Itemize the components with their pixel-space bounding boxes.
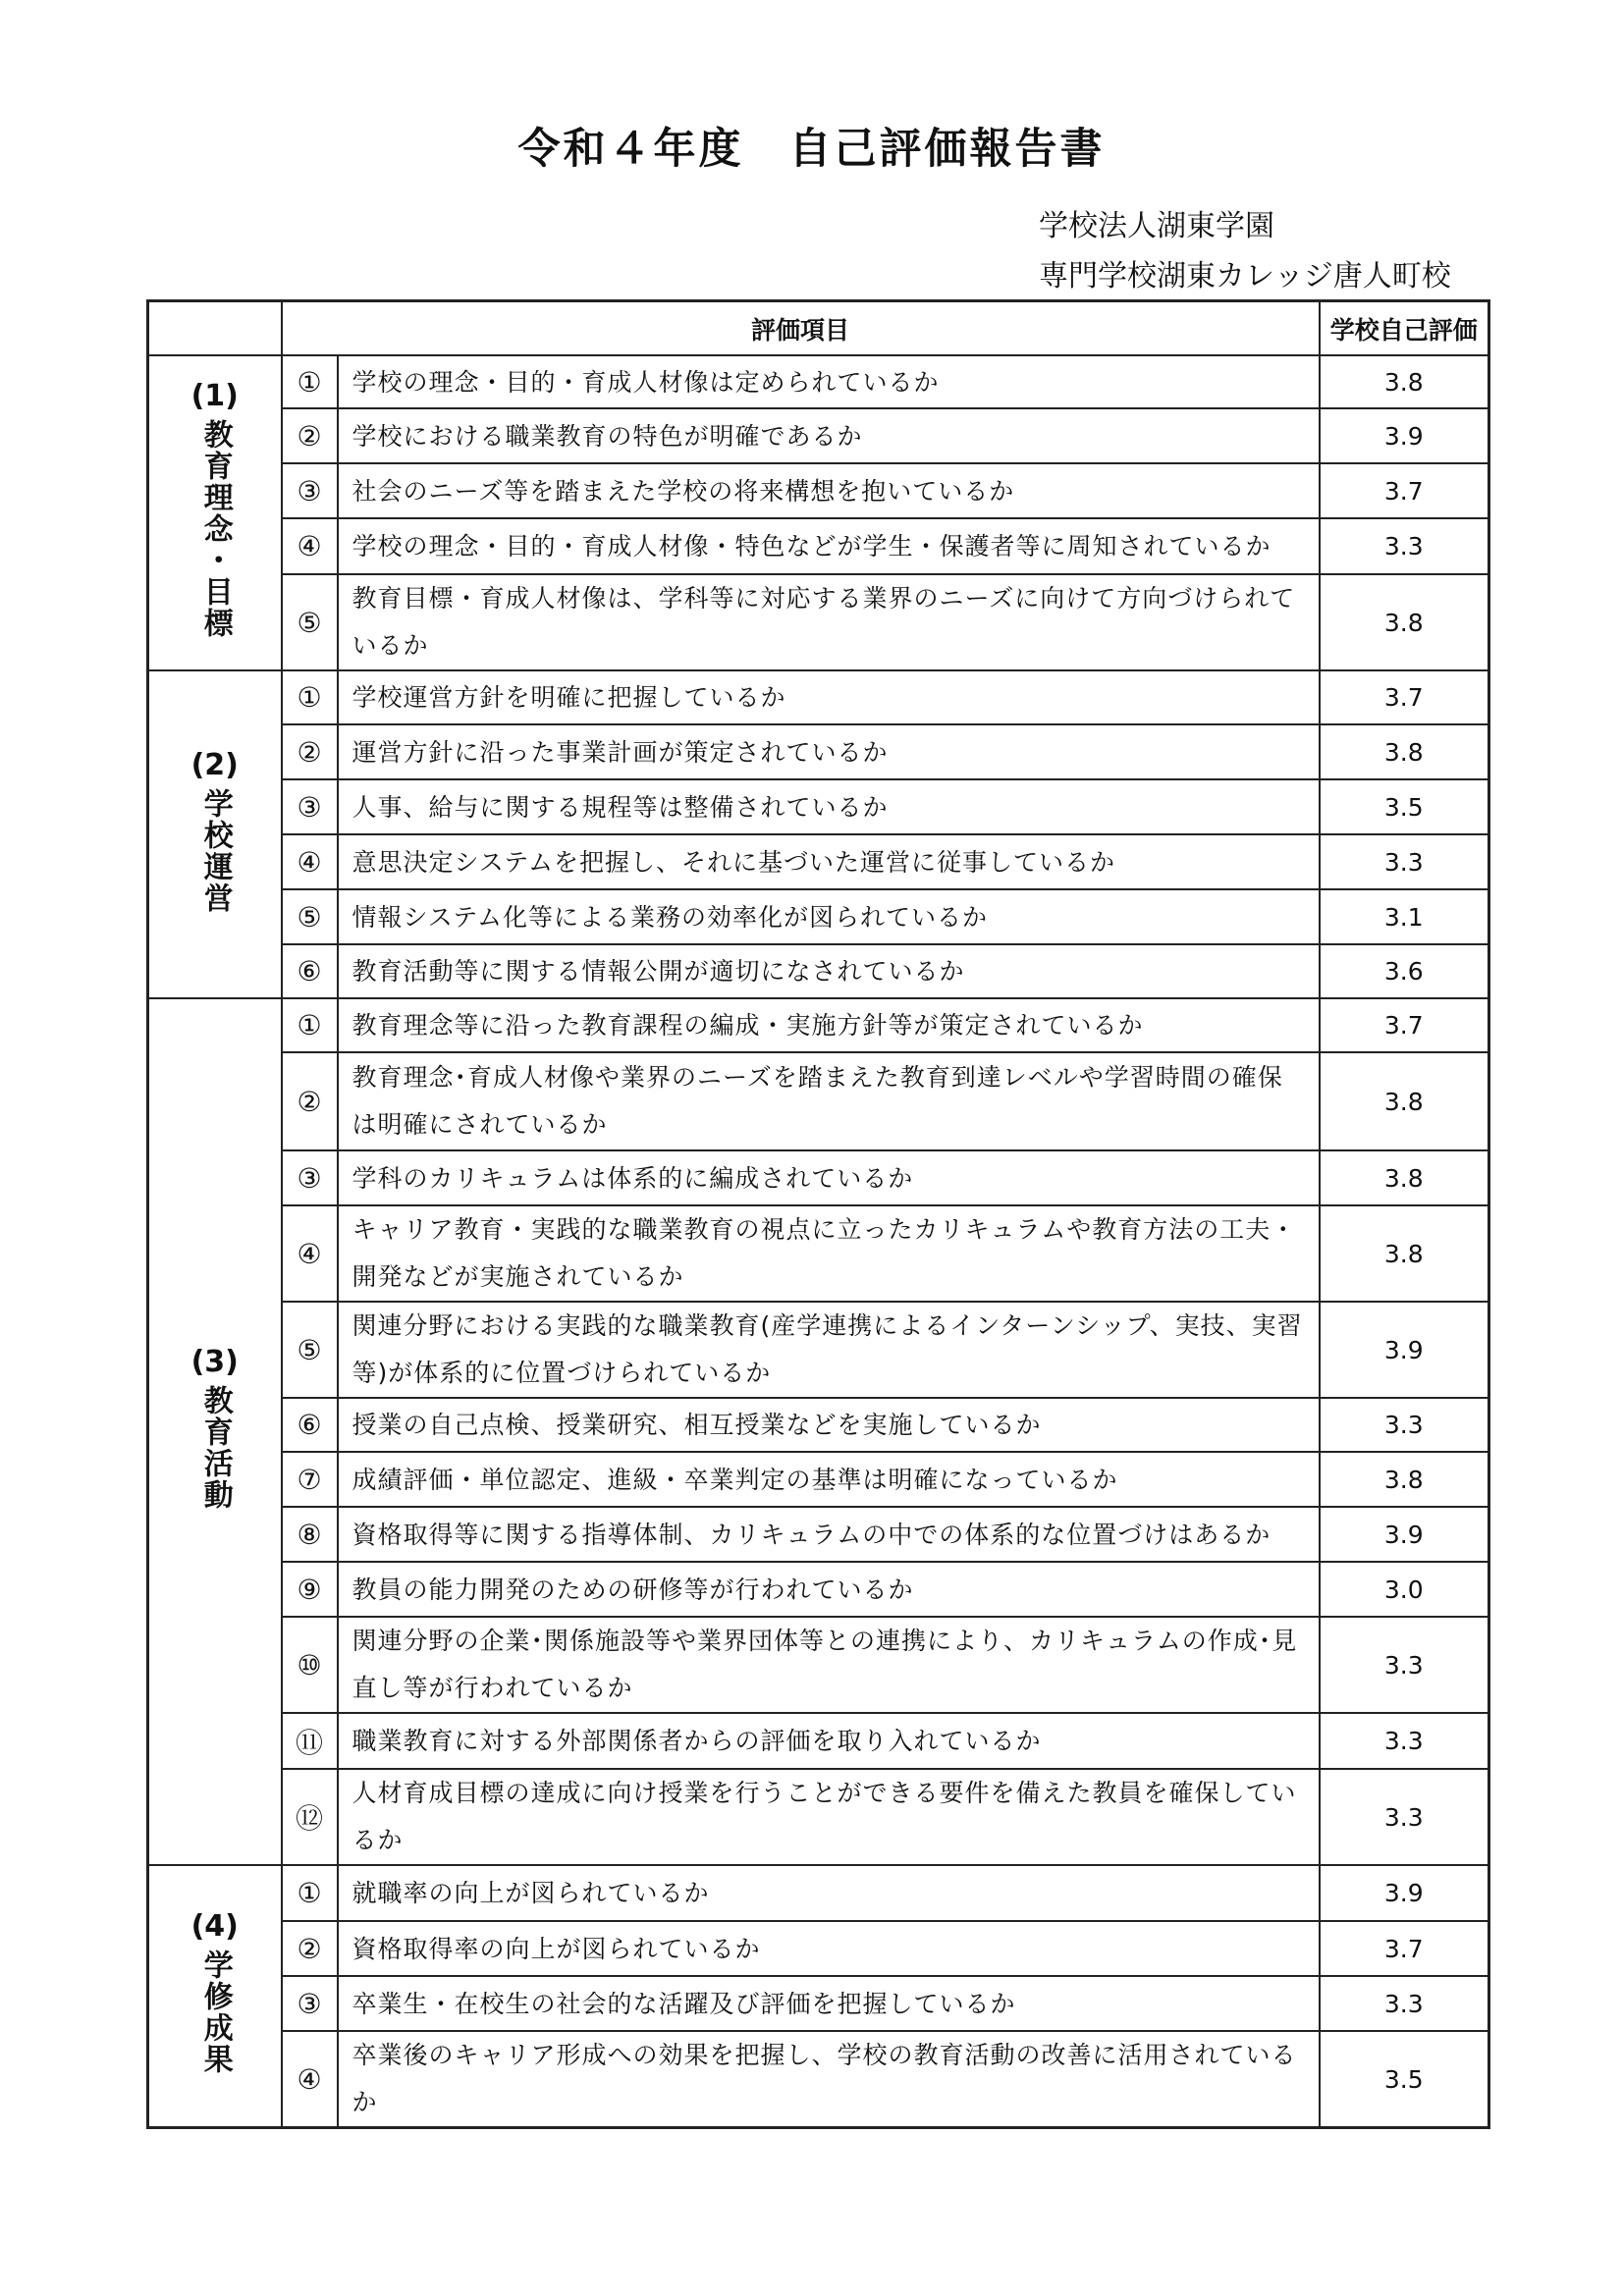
item-score: 3.3 — [1320, 1398, 1489, 1452]
item-text: 教育目標・育成人材像は、学科等に対応する業界のニーズに向けて方向づけられているか — [338, 574, 1320, 670]
item-text: 関連分野における実践的な職業教育(産学連携によるインターンシップ、実技、実習等)が体系的に位置づけられているか — [338, 1302, 1320, 1398]
table-row — [148, 889, 1489, 944]
item-number: ⑧ — [282, 1507, 338, 1562]
item-number: ① — [282, 1865, 338, 1921]
item-score: 3.9 — [1320, 1865, 1489, 1921]
item-number: ② — [282, 1921, 338, 1976]
category-number: (2) — [190, 747, 239, 782]
category-number: (3) — [190, 1345, 239, 1379]
category-name: 学校運営 — [197, 787, 233, 914]
item-text: 卒業後のキャリア形成への効果を把握し、学校の教育活動の改善に活用されているか — [338, 2031, 1320, 2128]
table-row — [148, 779, 1489, 834]
item-score: 3.3 — [1320, 834, 1489, 889]
category-cell — [148, 670, 282, 998]
table-row — [148, 944, 1489, 998]
table-row — [148, 1617, 1489, 1713]
item-score: 3.9 — [1320, 408, 1489, 463]
organization-name: 学校法人湖東学園 — [1039, 209, 1274, 243]
item-score: 3.9 — [1320, 1507, 1489, 1562]
item-text: 学校の理念・目的・育成人材像・特色などが学生・保護者等に周知されているか — [338, 518, 1320, 574]
item-number: ③ — [282, 1150, 338, 1205]
item-number: ④ — [282, 834, 338, 889]
item-number: ① — [282, 670, 338, 724]
table-row — [148, 408, 1489, 463]
item-score: 3.8 — [1320, 1150, 1489, 1205]
evaluation-table — [146, 299, 1490, 2129]
category-number: (1) — [190, 379, 239, 413]
table-row — [148, 724, 1489, 779]
item-text: 人材育成目標の達成に向け授業を行うことができる要件を備えた教員を確保しているか — [338, 1769, 1320, 1865]
item-number: ⑥ — [282, 1398, 338, 1452]
item-text: キャリア教育・実践的な職業教育の視点に立ったカリキュラムや教育方法の工夫・開発などが実施されているか — [338, 1205, 1320, 1302]
table-row — [148, 1713, 1489, 1769]
item-text: 就職率の向上が図られているか — [338, 1865, 1320, 1921]
table-row — [148, 1507, 1489, 1562]
item-text: 関連分野の企業･関係施設等や業界団体等との連携により、カリキュラムの作成･見直し等が行われているか — [338, 1617, 1320, 1713]
category-cell — [148, 355, 282, 670]
item-text: 卒業生・在校生の社会的な活躍及び評価を把握しているか — [338, 1976, 1320, 2031]
item-text: 資格取得率の向上が図られているか — [338, 1921, 1320, 1976]
item-number: ⑥ — [282, 944, 338, 998]
item-number: ④ — [282, 2031, 338, 2128]
item-number: ③ — [282, 1976, 338, 2031]
table-row — [148, 2031, 1489, 2128]
table-row — [148, 670, 1489, 724]
school-name: 専門学校湖東カレッジ唐人町校 — [1039, 259, 1451, 294]
table-row — [148, 1052, 1489, 1150]
item-text: 学科のカリキュラムは体系的に編成されているか — [338, 1150, 1320, 1205]
table-row — [148, 355, 1489, 408]
item-score: 3.8 — [1320, 574, 1489, 670]
item-text: 学校における職業教育の特色が明確であるか — [338, 408, 1320, 463]
item-text: 情報システム化等による業務の効率化が図られているか — [338, 889, 1320, 944]
table-row — [148, 1205, 1489, 1302]
item-number: ⑤ — [282, 574, 338, 670]
item-text: 学校の理念・目的・育成人材像は定められているか — [338, 355, 1320, 408]
item-text: 意思決定システムを把握し、それに基づいた運営に従事しているか — [338, 834, 1320, 889]
table-row — [148, 998, 1489, 1052]
table-row — [148, 518, 1489, 574]
item-number: ⑤ — [282, 1302, 338, 1398]
item-number: ⑨ — [282, 1562, 338, 1617]
header-item: 評価項目 — [282, 301, 1320, 356]
item-number: ② — [282, 408, 338, 463]
item-score: 3.7 — [1320, 670, 1489, 724]
table-row — [148, 574, 1489, 670]
table-row — [148, 834, 1489, 889]
item-text: 学校運営方針を明確に把握しているか — [338, 670, 1320, 724]
item-text: 教育活動等に関する情報公開が適切になされているか — [338, 944, 1320, 998]
item-text: 職業教育に対する外部関係者からの評価を取り入れているか — [338, 1713, 1320, 1769]
table-row — [148, 1452, 1489, 1507]
item-score: 3.5 — [1320, 2031, 1489, 2128]
item-number: ⑩ — [282, 1617, 338, 1713]
item-score: 3.7 — [1320, 998, 1489, 1052]
item-number: ② — [282, 1052, 338, 1150]
item-score: 3.1 — [1320, 889, 1489, 944]
item-number: ① — [282, 998, 338, 1052]
table-row — [148, 463, 1489, 518]
item-score: 3.7 — [1320, 1921, 1489, 1976]
item-score: 3.3 — [1320, 1617, 1489, 1713]
header-blank — [148, 301, 282, 356]
item-text: 教員の能力開発のための研修等が行われているか — [338, 1562, 1320, 1617]
item-number: ③ — [282, 779, 338, 834]
item-score: 3.7 — [1320, 463, 1489, 518]
item-score: 3.3 — [1320, 518, 1489, 574]
category-name: 教育活動 — [197, 1385, 233, 1511]
header-score: 学校自己評価 — [1320, 301, 1489, 356]
item-score: 3.3 — [1320, 1713, 1489, 1769]
item-number: ⑫ — [282, 1769, 338, 1865]
item-text: 運営方針に沿った事業計画が策定されているか — [338, 724, 1320, 779]
item-text: 社会のニーズ等を踏まえた学校の将来構想を抱いているか — [338, 463, 1320, 518]
table-header-row — [148, 301, 1489, 356]
category-cell — [148, 998, 282, 1865]
item-score: 3.9 — [1320, 1302, 1489, 1398]
table-row — [148, 1976, 1489, 2031]
item-score: 3.8 — [1320, 1452, 1489, 1507]
category-cell — [148, 1865, 282, 2128]
category-number: (4) — [190, 1909, 239, 1944]
item-text: 人事、給与に関する規程等は整備されているか — [338, 779, 1320, 834]
item-text: 授業の自己点検、授業研究、相互授業などを実施しているか — [338, 1398, 1320, 1452]
item-number: ⑦ — [282, 1452, 338, 1507]
item-score: 3.8 — [1320, 1205, 1489, 1302]
category-name: 教育理念・目標 — [197, 419, 233, 639]
table-row — [148, 1398, 1489, 1452]
table-row — [148, 1302, 1489, 1398]
item-score: 3.6 — [1320, 944, 1489, 998]
item-score: 3.8 — [1320, 355, 1489, 408]
table-body — [148, 355, 1489, 2128]
table-row — [148, 1562, 1489, 1617]
item-score: 3.3 — [1320, 1769, 1489, 1865]
item-number: ④ — [282, 1205, 338, 1302]
item-number: ③ — [282, 463, 338, 518]
item-number: ⑪ — [282, 1713, 338, 1769]
page-title: 令和４年度 自己評価報告書 — [517, 125, 1106, 174]
item-number: ② — [282, 724, 338, 779]
item-score: 3.5 — [1320, 779, 1489, 834]
table-row — [148, 1865, 1489, 1921]
category-name: 学修成果 — [197, 1949, 233, 2075]
item-number: ⑤ — [282, 889, 338, 944]
item-score: 3.8 — [1320, 724, 1489, 779]
item-number: ④ — [282, 518, 338, 574]
item-text: 教育理念等に沿った教育課程の編成・実施方針等が策定されているか — [338, 998, 1320, 1052]
table-row — [148, 1921, 1489, 1976]
item-text: 教育理念･育成人材像や業界のニーズを踏まえた教育到達レベルや学習時間の確保は明確にされているか — [338, 1052, 1320, 1150]
item-number: ① — [282, 355, 338, 408]
item-text: 資格取得等に関する指導体制、カリキュラムの中での体系的な位置づけはあるか — [338, 1507, 1320, 1562]
item-score: 3.3 — [1320, 1976, 1489, 2031]
table-row — [148, 1769, 1489, 1865]
item-text: 成績評価・単位認定、進級・卒業判定の基準は明確になっているか — [338, 1452, 1320, 1507]
item-score: 3.8 — [1320, 1052, 1489, 1150]
item-score: 3.0 — [1320, 1562, 1489, 1617]
table-row — [148, 1150, 1489, 1205]
